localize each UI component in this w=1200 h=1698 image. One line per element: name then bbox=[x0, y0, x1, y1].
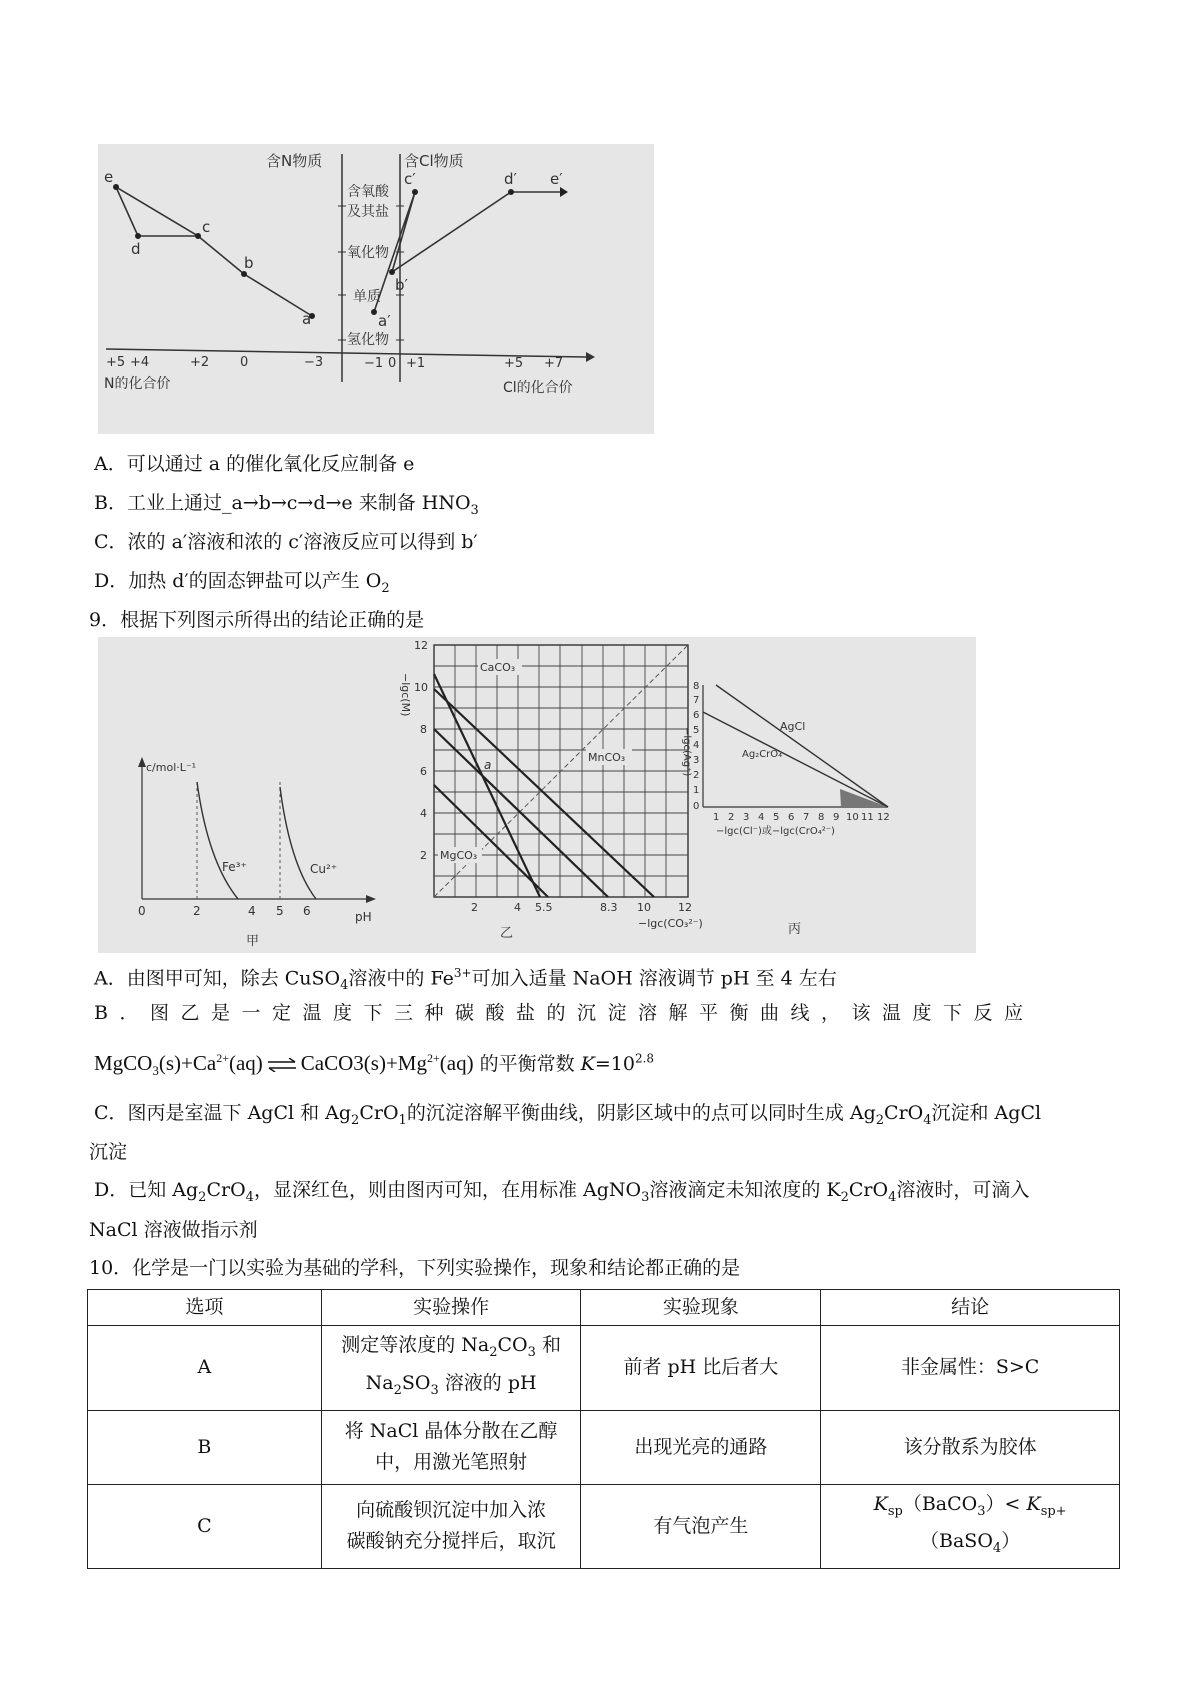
point-b: b bbox=[244, 254, 254, 272]
phenomenon-cell: 出现光亮的通路 bbox=[581, 1410, 821, 1484]
bing-xtick: 4 bbox=[758, 812, 765, 823]
category-label: 氢化物 bbox=[347, 332, 389, 348]
table-row bbox=[88, 1326, 1120, 1411]
operation-cell: 向硫酸钡沉淀中加入浓 碳酸钠充分搅拌后，取沉 bbox=[321, 1484, 581, 1569]
yi-caption: 乙 bbox=[500, 926, 514, 941]
equilibrium-arrows-icon bbox=[267, 1052, 297, 1078]
q8-option-c: C．浓的 a′溶液和浓的 c′溶液反应可以得到 b′ bbox=[94, 531, 478, 553]
experiment-table bbox=[87, 1289, 1120, 1569]
point-c: c bbox=[202, 218, 211, 236]
n-tick: +4 bbox=[130, 355, 150, 370]
yi-xtick: 12 bbox=[678, 901, 692, 914]
q9-option-d-line1: D．已知 $Ag_2CrO_4$，显深红色，则由图丙可知，在用标准 AgNO$_3$溶液滴定未知浓度的 $K_2CrO_4$溶液时，可滴入 bbox=[94, 1179, 1030, 1205]
jia-tick: 6 bbox=[303, 904, 311, 918]
cl-tick: +7 bbox=[544, 356, 564, 371]
bing-series-label: AgCl bbox=[780, 720, 806, 733]
n-species-lines bbox=[116, 187, 312, 316]
n-header: 含N物质 bbox=[266, 152, 323, 170]
yi-ytick: 12 bbox=[414, 639, 428, 652]
n-tick: −3 bbox=[304, 355, 324, 370]
yi-ylabel: −lgc(M) bbox=[399, 673, 412, 717]
bing-xtick: 11 bbox=[861, 812, 874, 823]
q8-option-a: A．可以通过 a 的催化氧化反应制备 e bbox=[94, 453, 415, 475]
yi-xtick: 4 bbox=[514, 901, 521, 914]
header-cell: 结论 bbox=[821, 1290, 1120, 1326]
yi-xtick: 8.3 bbox=[600, 901, 618, 914]
category-label: 含氧酸 bbox=[347, 184, 389, 200]
point-e: e bbox=[104, 168, 114, 186]
header-cell: 实验现象 bbox=[581, 1290, 821, 1326]
q9-stem: 9．根据下列图示所得出的结论正确的是 bbox=[89, 609, 425, 631]
operation-cell: 将 NaCl 晶体分散在乙醇 中，用激光笔照射 bbox=[321, 1410, 581, 1484]
cl-tick: +1 bbox=[406, 356, 426, 371]
yi-ytick: 10 bbox=[414, 681, 428, 694]
point-d-prime: d′ bbox=[504, 170, 517, 188]
yi-ytick: 6 bbox=[420, 765, 427, 778]
jia-tick: 4 bbox=[248, 904, 256, 918]
bing-xtick: 6 bbox=[788, 812, 795, 823]
point-a: a bbox=[302, 310, 312, 328]
yi-series-label: MgCO₃ bbox=[440, 849, 478, 862]
jia-curve-label: Fe³⁺ bbox=[222, 860, 247, 874]
jia-caption: 甲 bbox=[246, 934, 260, 949]
bing-ylabel: −lgc(Ag⁺) bbox=[681, 727, 692, 777]
n-tick: 0 bbox=[240, 355, 249, 370]
chart-yi bbox=[399, 639, 703, 941]
bing-ytick: 2 bbox=[693, 770, 700, 781]
phenomenon-cell: 有气泡产生 bbox=[581, 1484, 821, 1569]
jia-curve-label: Cu²⁺ bbox=[310, 862, 338, 876]
option-cell: C bbox=[88, 1484, 322, 1569]
q9-option-c-line2: 沉淀 bbox=[89, 1141, 128, 1163]
header-cell: 选项 bbox=[88, 1290, 322, 1326]
yi-xtick: 5.5 bbox=[535, 901, 553, 914]
q9-option-b-line1: B．图乙是一定温度下三种碳酸盐的沉淀溶解平衡曲线，该温度下反应 bbox=[94, 1002, 1035, 1024]
jia-tick: 5 bbox=[276, 904, 284, 918]
q8-option-d: D．加热 d′的固态钾盐可以产生 $O_2$ bbox=[94, 570, 390, 596]
point-a-prime: a′ bbox=[378, 312, 391, 330]
chart-bing bbox=[681, 681, 890, 937]
yi-xlabel: −lgc(CO₃²⁻) bbox=[638, 917, 703, 930]
yi-xtick: 10 bbox=[637, 901, 651, 914]
bing-xtick: 9 bbox=[833, 812, 840, 823]
bing-xtick: 3 bbox=[743, 812, 750, 823]
table-row bbox=[88, 1484, 1120, 1569]
bing-caption: 丙 bbox=[788, 922, 802, 937]
cl-tick: +5 bbox=[504, 356, 524, 371]
yi-ytick: 4 bbox=[420, 807, 427, 820]
n-axis-title: N的化合价 bbox=[104, 376, 171, 392]
bing-ytick: 3 bbox=[693, 755, 700, 766]
bing-xtick: 10 bbox=[846, 812, 859, 823]
cl-header: 含Cl物质 bbox=[404, 152, 464, 170]
figure-q9-precipitation-charts bbox=[98, 637, 976, 953]
q9-option-a: A．由图甲可知，除去 CuSO$_4$溶液中的 $Fe^{3+}$可加入适量 NaOH 溶液调节 pH 至 4 左右 bbox=[94, 966, 837, 994]
phenomenon-cell: 前者 pH 比后者大 bbox=[581, 1326, 821, 1411]
cl-axis-title: Cl的化合价 bbox=[503, 380, 573, 396]
n-tick: +5 bbox=[106, 355, 126, 370]
conclusion-cell: $K_{sp}(BaCO_3)<$ $K_{sp+}(BaSO_4)$ bbox=[821, 1484, 1120, 1569]
q9-option-c-line1: C．图丙是室温下 AgCl 和 $Ag_2CrO_1$的沉淀溶解平衡曲线，阴影区域中的点可以同时生成 $Ag_2CrO_4$沉淀和 AgCl bbox=[94, 1102, 1042, 1128]
jia-tick: 0 bbox=[138, 904, 146, 918]
yi-ytick: 2 bbox=[420, 849, 427, 862]
bing-xtick: 1 bbox=[713, 812, 720, 823]
table-header-row bbox=[88, 1290, 1120, 1326]
bing-xtick: 5 bbox=[773, 812, 780, 823]
yi-series-label: a bbox=[484, 758, 492, 772]
bing-xtick: 12 bbox=[877, 812, 890, 823]
bing-ytick: 1 bbox=[693, 785, 700, 796]
n-tick: +2 bbox=[190, 355, 210, 370]
point-d: d bbox=[131, 240, 141, 258]
yi-series-label: CaCO₃ bbox=[480, 661, 516, 674]
jia-ylabel: c/mol·L⁻¹ bbox=[146, 761, 197, 774]
bing-ytick: 6 bbox=[693, 710, 700, 721]
yi-xtick: 2 bbox=[471, 901, 478, 914]
chart-jia bbox=[138, 757, 376, 949]
bing-xtick: 7 bbox=[803, 812, 810, 823]
bing-xtick: 8 bbox=[818, 812, 825, 823]
bing-ytick: 0 bbox=[693, 801, 700, 812]
point-c-prime: c′ bbox=[404, 170, 416, 188]
category-label: 及其盐 bbox=[347, 204, 389, 220]
option-cell: A bbox=[88, 1326, 322, 1411]
category-label: 氧化物 bbox=[347, 245, 389, 261]
q9-option-b-equation: $MgCO_3(s)+Ca^{2+}(aq)$ $CaCO3(s)+Mg^{2+}(aq)$ 的平衡常数 $K=10^{2.8}$ bbox=[94, 1051, 655, 1079]
yi-series-label: MnCO₃ bbox=[588, 751, 626, 764]
table-row bbox=[88, 1410, 1120, 1484]
q9-option-d-line2: NaCl 溶液做指示剂 bbox=[89, 1219, 258, 1241]
bing-xlabel: −lgc(Cl⁻)或−lgc(CrO₄²⁻) bbox=[716, 826, 835, 837]
bing-ytick: 4 bbox=[693, 740, 700, 751]
bing-xtick: 2 bbox=[728, 812, 735, 823]
category-label: 单质 bbox=[353, 289, 381, 305]
cl-tick: −1 bbox=[364, 356, 384, 371]
point-e-prime: e′ bbox=[550, 170, 563, 188]
q10-stem: 10．化学是一门以实验为基础的学科，下列实验操作，现象和结论都正确的是 bbox=[89, 1257, 741, 1279]
bing-series-label: Ag₂CrO₄ bbox=[742, 749, 783, 760]
option-cell: B bbox=[88, 1410, 322, 1484]
cl-tick: 0 bbox=[388, 356, 397, 371]
jia-xlabel: pH bbox=[355, 910, 372, 924]
point-b-prime: b′ bbox=[395, 276, 408, 294]
jia-tick: 2 bbox=[193, 904, 201, 918]
q8-option-b: B．工业上通过_a→b→c→d→e 来制备 $HNO_3$ bbox=[94, 492, 479, 518]
operation-cell: 测定等浓度的 $Na_2CO_3$ 和 $Na_2SO_3$ 溶液的 pH bbox=[321, 1326, 581, 1411]
bing-ytick: 8 bbox=[693, 681, 700, 692]
conclusion-cell: 该分散系为胶体 bbox=[821, 1410, 1120, 1484]
conclusion-cell: 非金属性：S>C bbox=[821, 1326, 1120, 1411]
bing-ytick: 7 bbox=[693, 695, 700, 706]
header-cell: 实验操作 bbox=[321, 1290, 581, 1326]
bing-ytick: 5 bbox=[693, 725, 700, 736]
figure-q8-valence-chart bbox=[98, 144, 654, 434]
yi-ytick: 8 bbox=[420, 723, 427, 736]
